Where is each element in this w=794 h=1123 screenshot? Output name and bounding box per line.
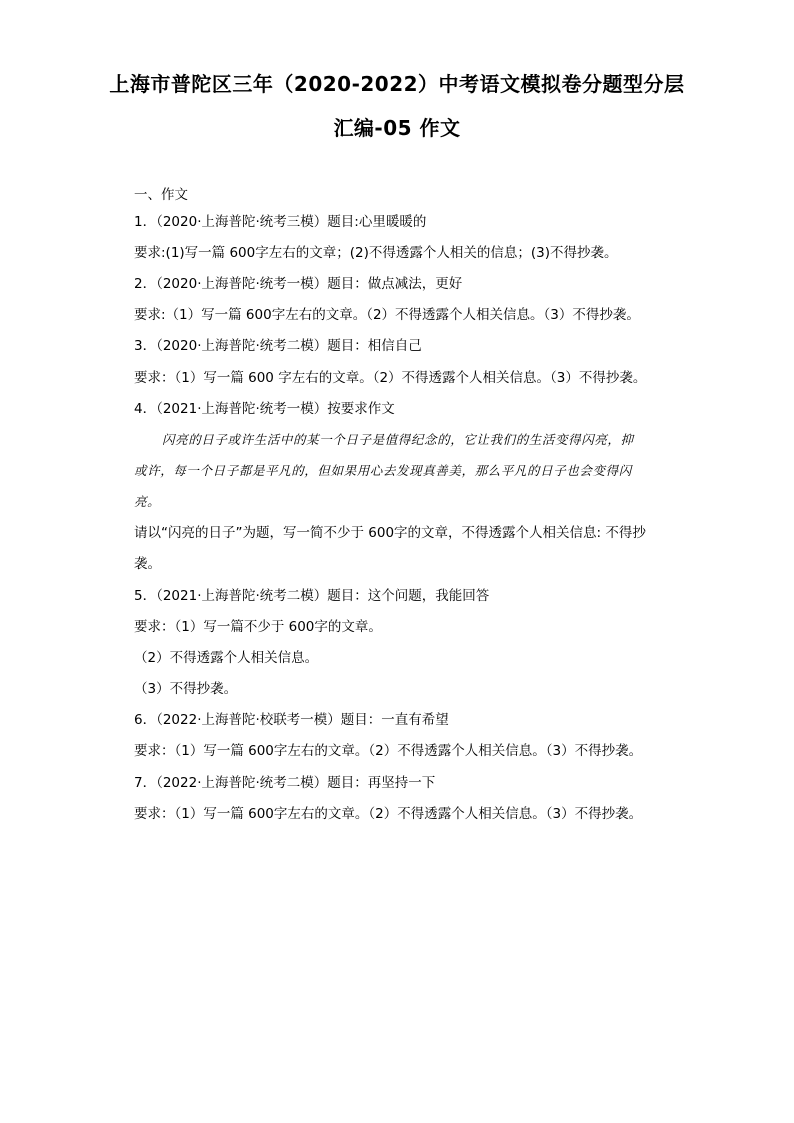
- question-4-title: 4．（2021·上海普陀·统考一模）按要求作文: [134, 401, 395, 417]
- question-6-title: 6．（2022·上海普陀·校联考一模）题目：一直有希望: [134, 712, 449, 728]
- question-1-requirements: 要求:(1)写一篇 600字左右的文章；(2)不得透露个人相关的信息；(3)不得抄袭。: [134, 245, 618, 261]
- question-5-requirement-3: （3）不得抄袭。: [134, 681, 238, 697]
- question-5-requirement-1: 要求：（1）写一篇不少于 600字的文章。: [134, 619, 382, 635]
- question-6-requirements: 要求：（1）写一篇 600字左右的文章。（2）不得透露个人相关信息。（3）不得抄袭。: [134, 743, 643, 759]
- section-heading: 一、作文: [134, 187, 188, 203]
- question-2-title: 2．（2020·上海普陀·统考一模）题目：做点减法，更好: [134, 276, 463, 292]
- question-3-requirements: 要求：（1）写一篇 600 字左右的文章。（2）不得透露个人相关信息。（3）不得抄袭。: [134, 370, 647, 386]
- question-4-prompt-line-1: 闪亮的日子或许生活中的某一个日子是值得纪念的，它让我们的生活变得闪亮，抑: [162, 432, 634, 447]
- page-title-line-2: 汇编-05 作文: [333, 116, 461, 140]
- question-3-title: 3．（2020·上海普陀·统考二模）题目：相信自己: [134, 338, 422, 354]
- question-4-prompt-line-3: 亮。: [134, 494, 161, 509]
- question-7-title: 7．（2022·上海普陀·统考二模）题目：再坚持一下: [134, 775, 436, 791]
- question-5-title: 5．（2021·上海普陀·统考二模）题目：这个问题，我能回答: [134, 588, 490, 604]
- question-1-title: 1．（2020·上海普陀·统考三模）题目:心里暖暖的: [134, 214, 427, 230]
- page-title-line-1: 上海市普陀区三年（2020-2022）中考语文模拟卷分题型分层: [109, 72, 685, 96]
- question-7-requirements: 要求：（1）写一篇 600字左右的文章。（2）不得透露个人相关信息。（3）不得抄袭。: [134, 806, 643, 822]
- question-2-requirements: 要求:（1）写一篇 600字左右的文章。（2）不得透露个人相关信息。（3）不得抄袭。: [134, 307, 640, 323]
- question-4-instruction-line-2: 袭。: [134, 556, 161, 572]
- question-4-prompt-line-2: 或许，每一个日子都是平凡的，但如果用心去发现真善美，那么平凡的日子也会变得闪: [134, 463, 632, 478]
- question-5-requirement-2: （2）不得透露个人相关信息。: [134, 650, 319, 666]
- question-4-instruction-line-1: 请以“闪亮的日子”为题，写一简不少于 600字的文章，不得透露个人相关信息: 不得抄: [134, 525, 646, 541]
